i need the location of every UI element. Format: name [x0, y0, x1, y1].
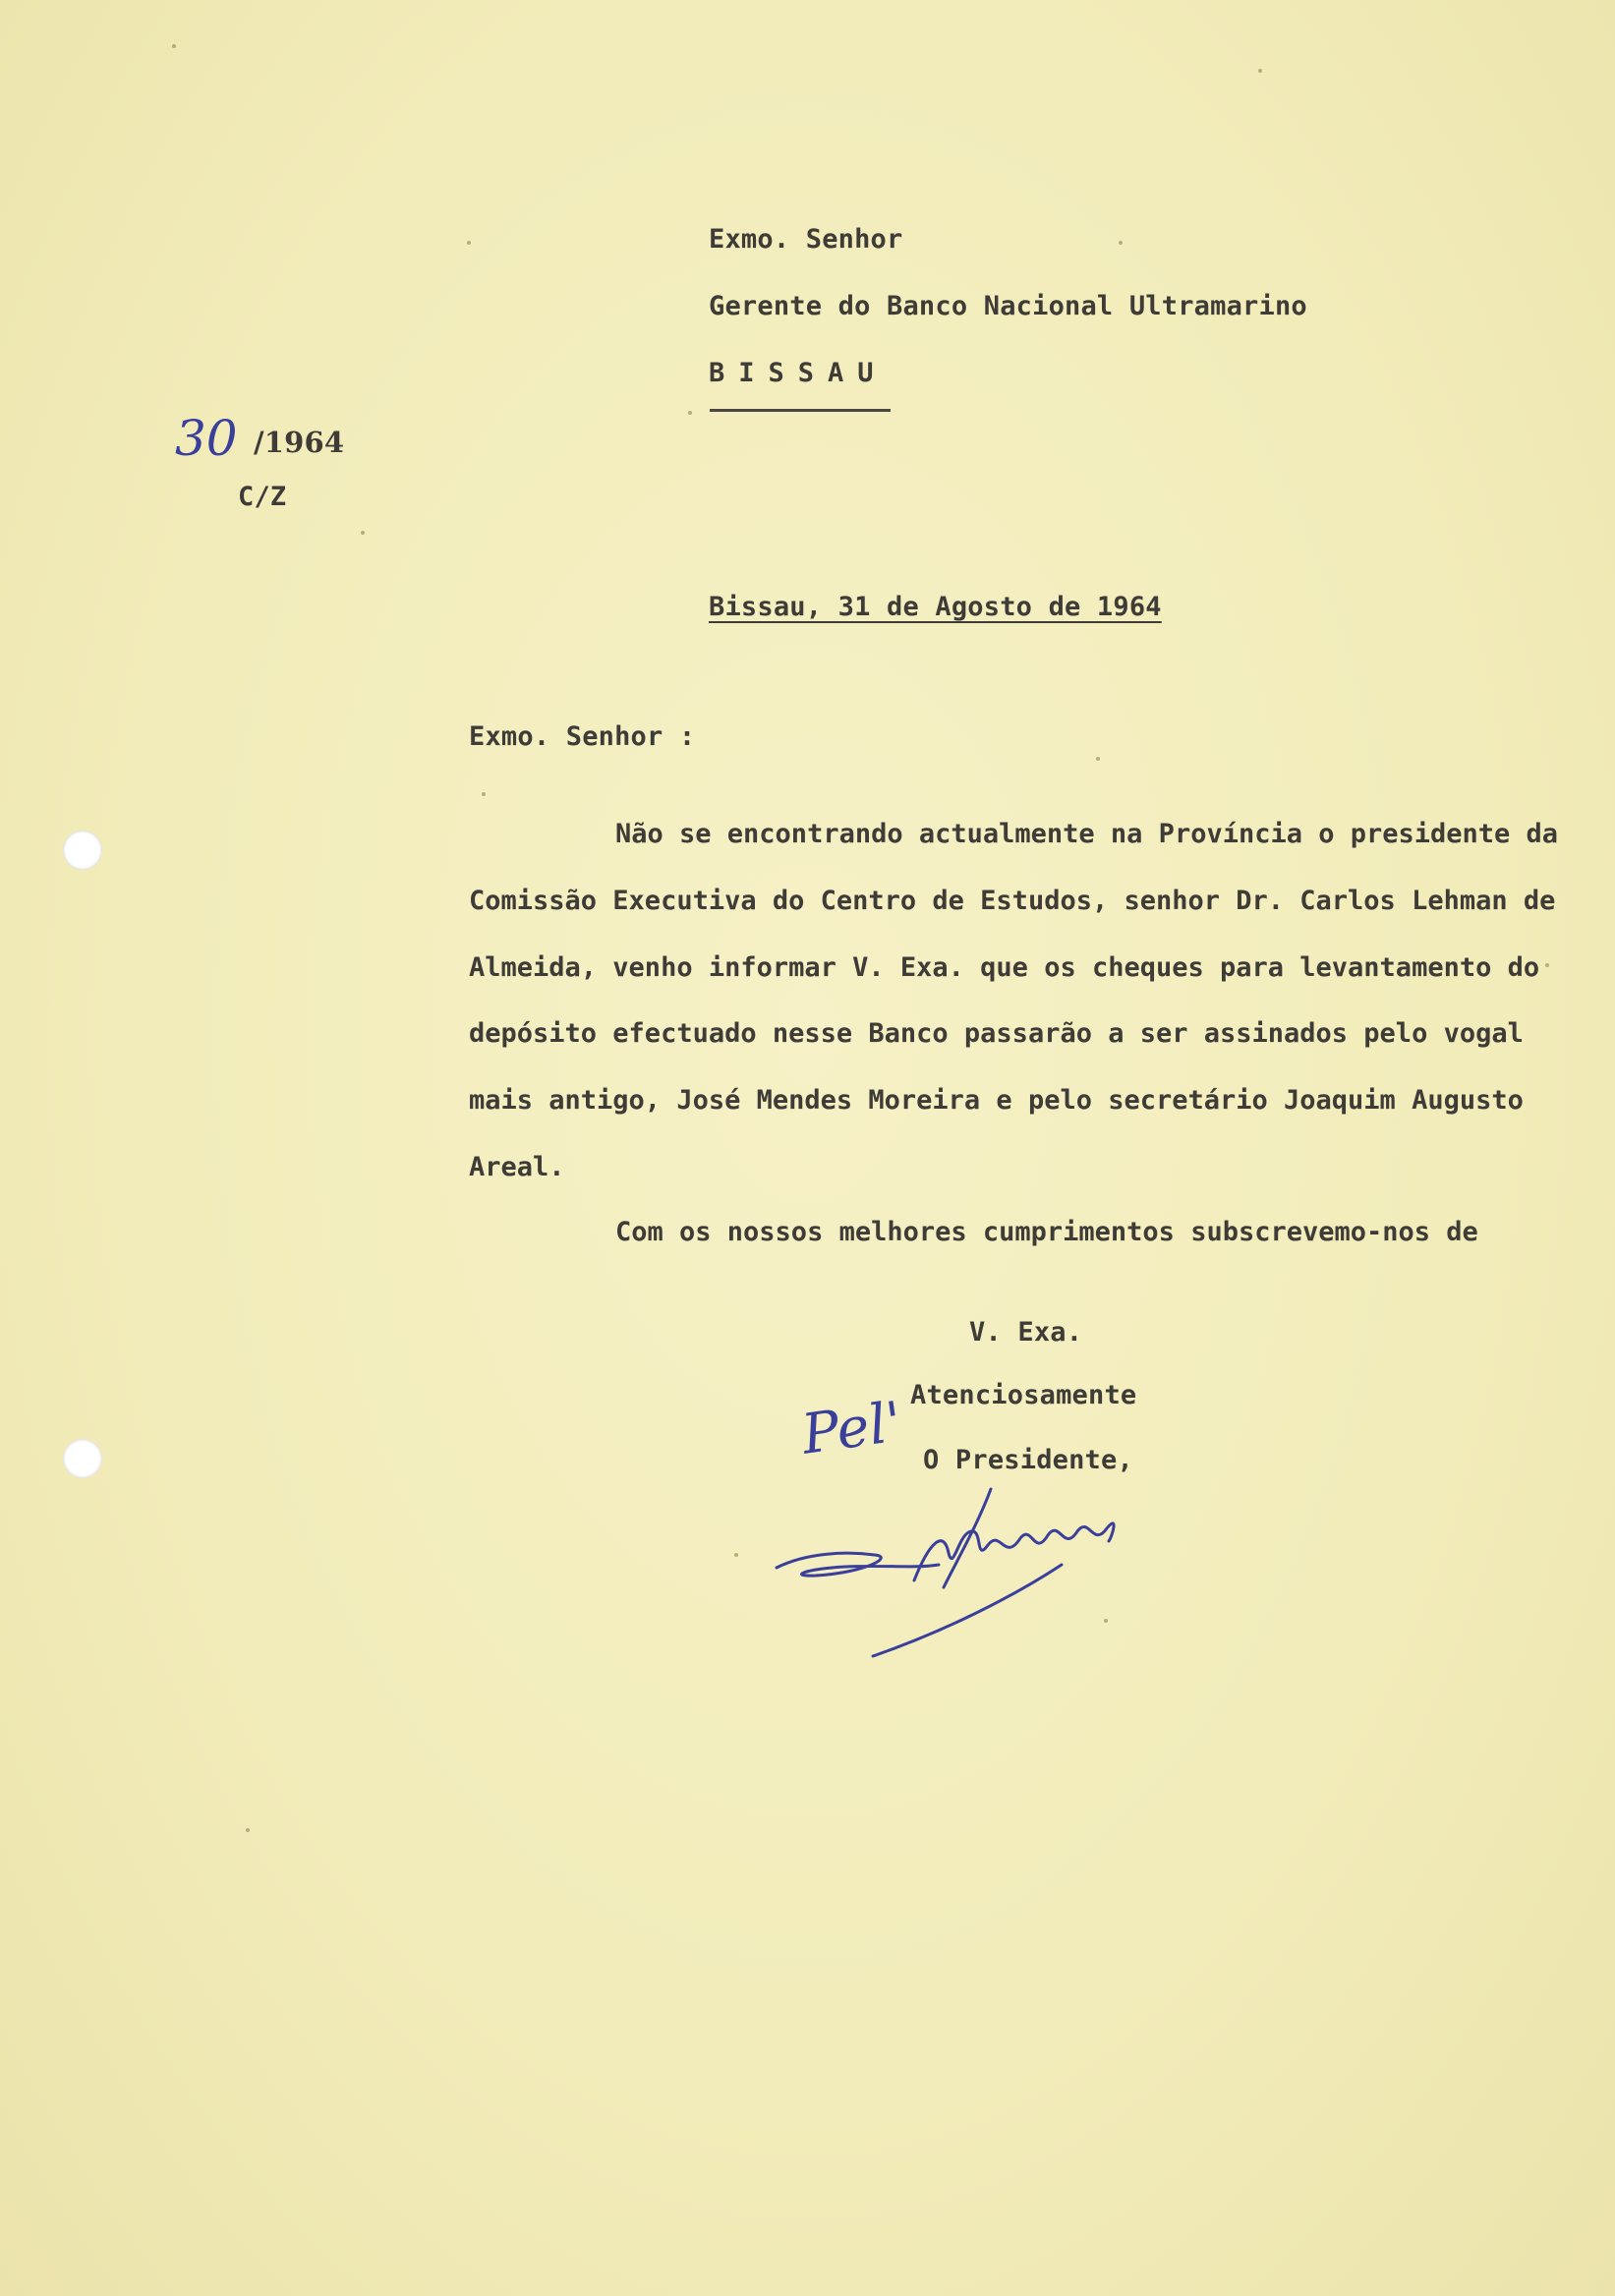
address-line-2: Gerente do Banco Nacional Ultramarino [709, 291, 1307, 321]
reference-year: /1964 [254, 426, 345, 459]
closing-line: Com os nossos melhores cumprimentos subscrevemo-nos de [615, 1217, 1478, 1247]
address-city: BISSAU [709, 358, 888, 388]
paper-speck [482, 792, 486, 796]
body-line-1: Não se encontrando actualmente na Província o presidente da [615, 819, 1559, 849]
body-line-4: depósito efectuado nesse Banco passarão a ser assinados pelo vogal [469, 1018, 1524, 1049]
paper-speck [246, 1828, 250, 1832]
signoff-line-2: Atenciosamente [910, 1380, 1137, 1410]
salutation: Exmo. Senhor : [469, 721, 696, 752]
punch-hole-bottom [63, 1439, 102, 1478]
paper-speck [1258, 69, 1262, 73]
signature-scribble [747, 1474, 1298, 1671]
body-line-3: Almeida, venho informar V. Exa. que os cheques para levantamento do [469, 952, 1540, 983]
address-city-underline [710, 409, 891, 412]
punch-hole-top [63, 831, 102, 870]
paper-speck [1096, 757, 1100, 761]
paper-speck [1545, 963, 1549, 967]
paper-speck [734, 1553, 738, 1557]
date-line: Bissau, 31 de Agosto de 1964 [709, 592, 1162, 622]
body-line-5: mais antigo, José Mendes Moreira e pelo secretário Joaquim Augusto [469, 1085, 1524, 1116]
reference-code: C/Z [238, 482, 287, 512]
handwritten-reference-number: 30 [175, 410, 238, 467]
paper-speck [688, 411, 692, 415]
address-line-1: Exmo. Senhor [709, 224, 903, 255]
signoff-line-1: V. Exa. [969, 1317, 1083, 1348]
paper-speck [1119, 241, 1123, 245]
body-line-6: Areal. [469, 1152, 565, 1182]
paper-speck [361, 531, 365, 535]
handwritten-initials: Pel' [797, 1390, 906, 1467]
paper-speck [172, 44, 176, 48]
paper-speck [467, 241, 471, 245]
body-line-2: Comissão Executiva do Centro de Estudos, senhor Dr. Carlos Lehman de [469, 886, 1556, 916]
signoff-line-3: O Presidente, [923, 1445, 1133, 1475]
